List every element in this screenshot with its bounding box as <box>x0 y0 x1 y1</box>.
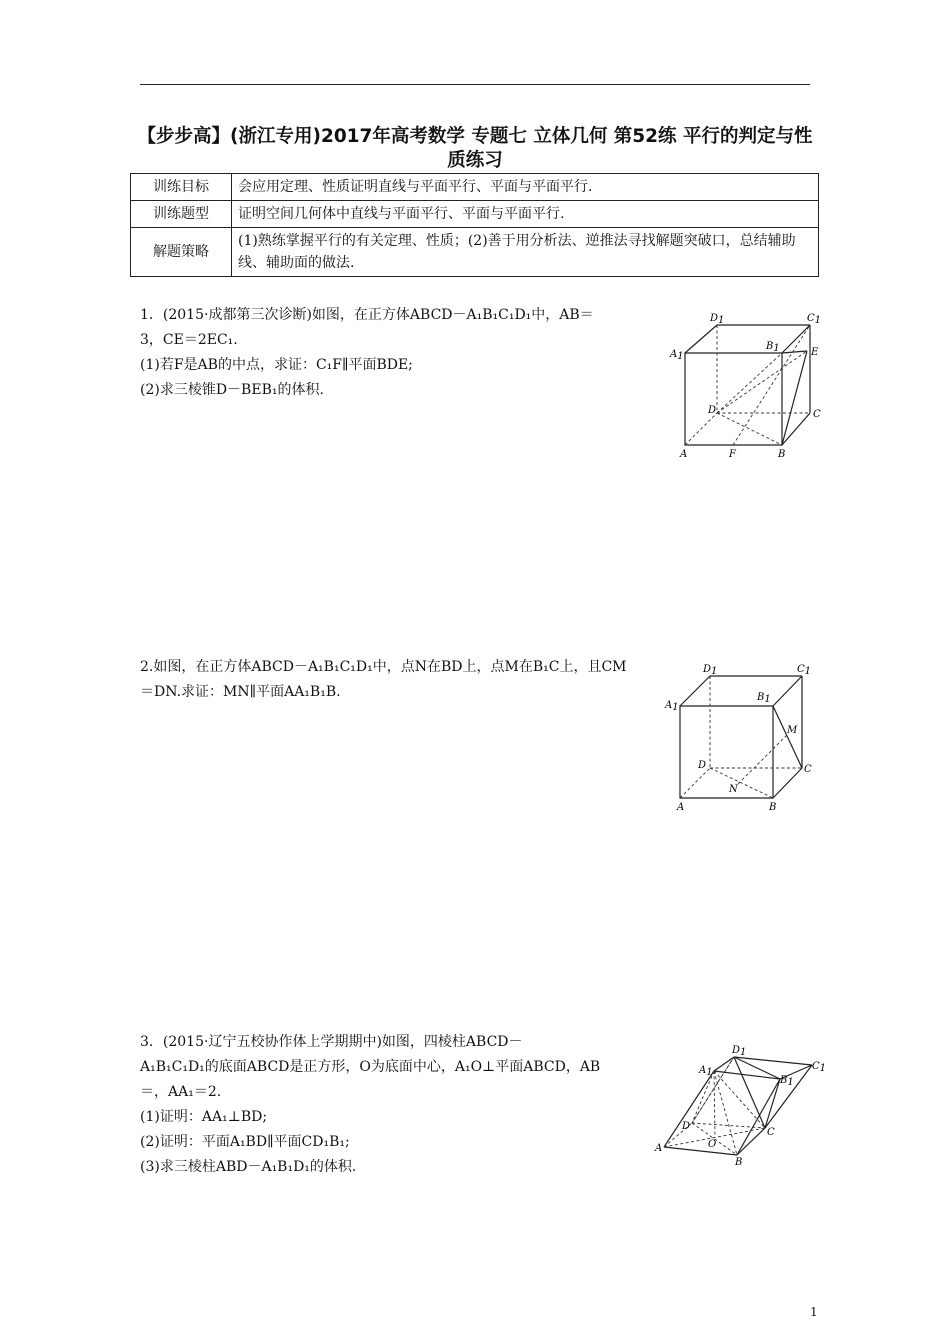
label-b: B <box>769 802 777 813</box>
edge <box>685 325 717 353</box>
question-2 <box>140 655 660 705</box>
question-line: (1)若F是AB的中点，求证：C₁F∥平面BDE; <box>140 357 413 373</box>
front-face <box>680 706 773 798</box>
question-line: ＝，AA₁＝2. <box>140 1084 222 1100</box>
question-1 <box>140 303 660 403</box>
question-line: 2.如图，在正方体ABCD－A₁B₁C₁D₁中，点N在BD上，点M在B₁C上，且CM <box>140 659 627 675</box>
label-d1: D1 <box>732 1045 747 1058</box>
label-d: D <box>682 1121 691 1132</box>
question-line: 1．(2015·成都第三次诊断)如图，在正方体ABCD－A₁B₁C₁D₁中，AB＝ <box>140 307 594 323</box>
label-c1: C1 <box>807 313 822 326</box>
label-d1: D1 <box>710 313 725 326</box>
label-c: C <box>813 409 821 420</box>
label-d: D <box>708 405 717 416</box>
label-a1: A1 <box>665 700 679 713</box>
label-e: E <box>811 347 819 358</box>
question-line: 3，CE＝2EC₁. <box>140 332 238 348</box>
training-info-table <box>130 173 819 277</box>
edge <box>714 1057 734 1071</box>
segment-mn <box>738 735 787 784</box>
question-line: A₁B₁C₁D₁的底面ABCD是正方形，O为底面中心，A₁O⊥平面ABCD，AB <box>140 1059 601 1075</box>
label-a: A <box>680 449 688 460</box>
label-b1: B1 <box>766 341 780 354</box>
question-3 <box>140 1030 650 1180</box>
edge <box>773 676 802 706</box>
table-row <box>131 228 819 277</box>
label-d: D <box>698 760 707 771</box>
document-title: 【步步高】(浙江专用)2017年高考数学 专题七 立体几何 第52练 平行的判定与性质练习 <box>137 126 813 171</box>
table-key: 解题策略 <box>131 228 232 277</box>
segment-db <box>717 413 782 445</box>
label-a1: A1 <box>699 1065 713 1078</box>
edge <box>680 676 710 706</box>
header-rule <box>140 84 810 85</box>
label-c: C <box>767 1127 775 1138</box>
label-a1: A1 <box>670 349 684 362</box>
hidden-edge <box>680 768 710 798</box>
segment-d1c <box>734 1057 765 1128</box>
page-number: 1 <box>810 1305 818 1319</box>
label-b1: B1 <box>757 692 771 705</box>
segment-b1e <box>782 351 807 353</box>
label-b: B <box>778 449 786 460</box>
label-b1: B1 <box>780 1075 794 1088</box>
question-line: (1)证明：AA₁⊥BD; <box>140 1109 268 1125</box>
table-row <box>131 174 819 201</box>
label-b: B <box>735 1157 743 1168</box>
label-n: N <box>729 784 738 795</box>
edge-aa1 <box>664 1071 714 1147</box>
edge-cc1 <box>765 1065 812 1128</box>
label-o: O <box>708 1139 717 1150</box>
edge <box>734 1057 812 1065</box>
table-value: 会应用定理、性质证明直线与平面平行、平面与平面平行. <box>232 174 819 201</box>
label-a: A <box>655 1143 663 1154</box>
segment-db <box>710 768 773 798</box>
table-value: 证明空间几何体中直线与平面平行、平面与平面平行. <box>232 201 819 228</box>
segment-a1o <box>714 1071 715 1137</box>
table-key: 训练题型 <box>131 201 232 228</box>
label-a: A <box>677 802 685 813</box>
edge-ab <box>664 1147 737 1155</box>
prism-figure-3 <box>652 1043 832 1168</box>
label-f: F <box>729 449 736 460</box>
label-c1: C1 <box>797 664 812 677</box>
table-value: (1)熟练掌握平行的有关定理、性质；(2)善于用分析法、逆推法寻找解题突破口，总结辅助线、辅助面的做法. <box>232 228 819 277</box>
label-c: C <box>804 764 812 775</box>
cube-figure-2 <box>665 660 825 820</box>
edge <box>782 325 810 353</box>
label-d1: D1 <box>703 664 718 677</box>
segment-a1d <box>692 1071 714 1123</box>
question-line: (2)求三棱锥D－BEB₁的体积. <box>140 382 324 398</box>
question-line: (2)证明：平面A₁BD∥平面CD₁B₁; <box>140 1134 350 1150</box>
table-key: 训练目标 <box>131 174 232 201</box>
label-m: M <box>787 725 798 736</box>
hidden-edge <box>685 413 717 445</box>
label-c1: C1 <box>812 1061 827 1074</box>
question-line: 3．(2015·辽宁五校协作体上学期期中)如图，四棱柱ABCD－ <box>140 1034 523 1050</box>
table-row <box>131 201 819 228</box>
segment-b1c <box>765 1079 780 1128</box>
question-line: (3)求三棱柱ABD－A₁B₁D₁的体积. <box>140 1159 357 1175</box>
segment-b1c <box>773 706 802 768</box>
question-line: ＝DN.求证：MN∥平面AA₁B₁B. <box>140 684 341 700</box>
cube-figure-1 <box>670 305 830 465</box>
edge <box>773 768 802 798</box>
